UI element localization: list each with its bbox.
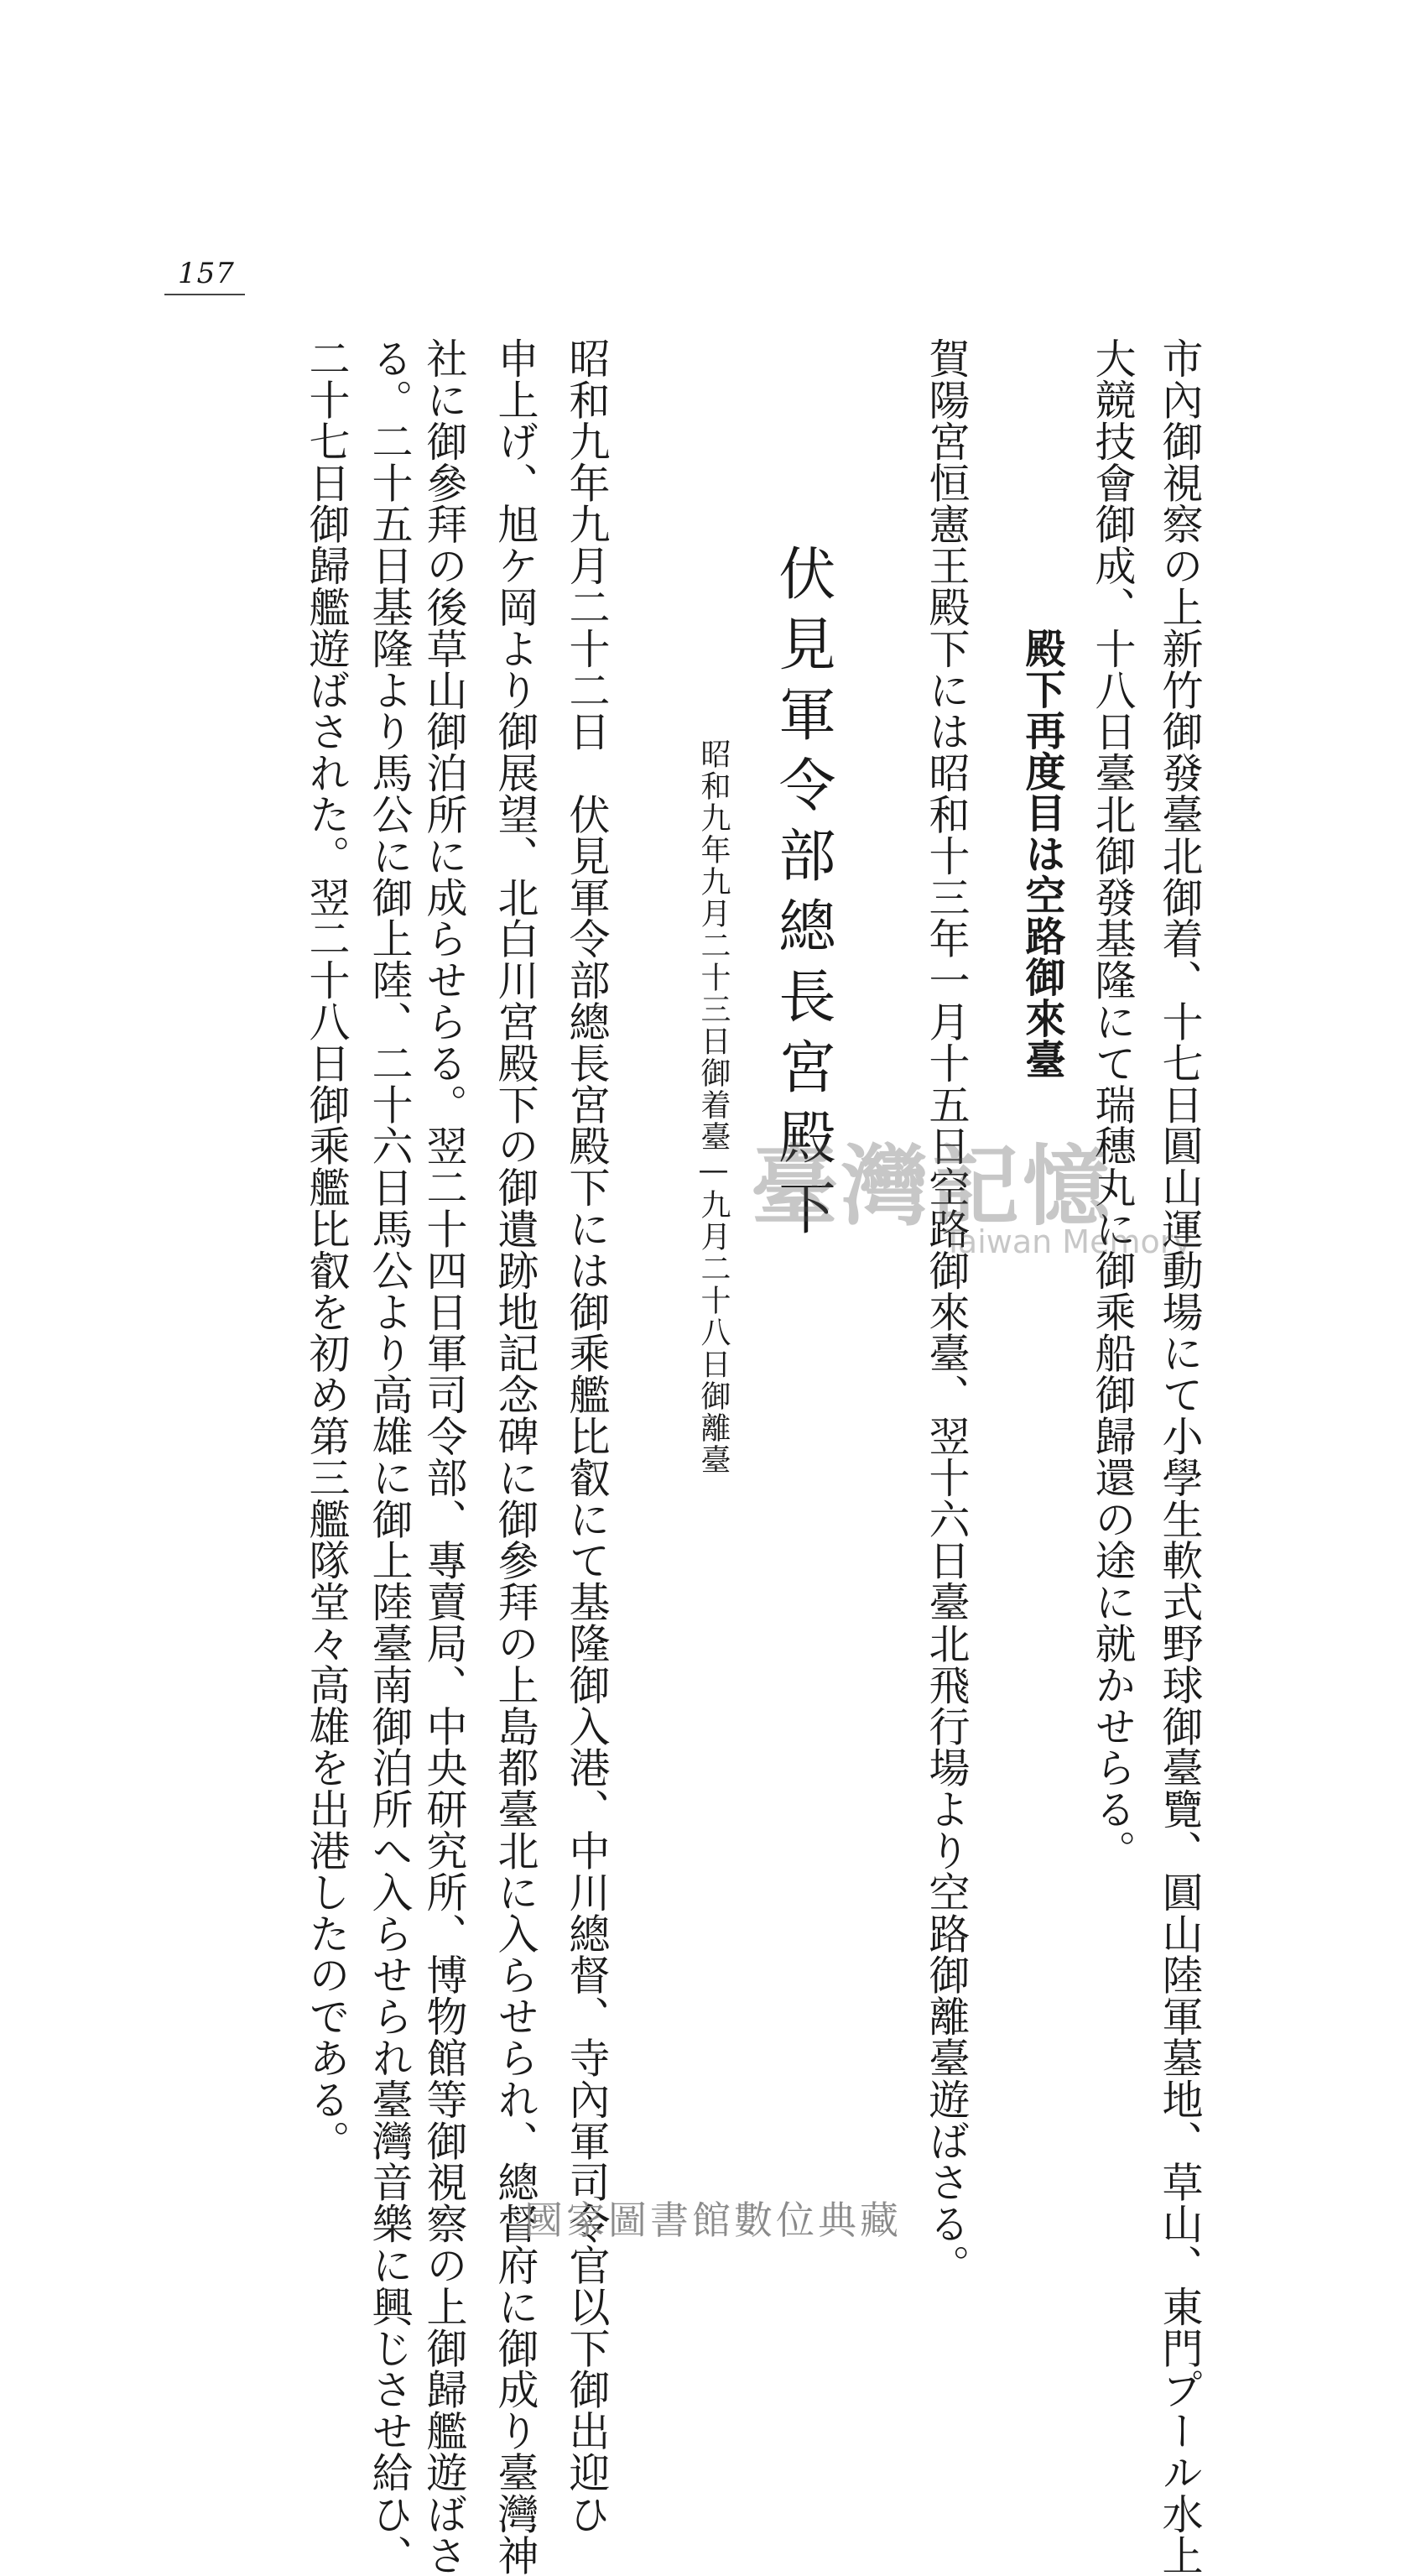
body-line: 二十七日御歸艦遊ばされた。翌二十八日御乘艦比叡を初め第三艦隊堂々高雄を出港したのである。 — [303, 337, 351, 2161]
footer-credit: 國家圖書館數位典藏 — [524, 2198, 902, 2243]
chapter-title: 伏見軍令部總長宮殿下 — [769, 544, 835, 1249]
section-heading: 殿下再度目は空路御來臺 — [1018, 628, 1065, 1080]
body-line: 申上げ、旭ケ岡より御展望、北白川宮殿下の御遺跡地記念碑に御參拜の上島都臺北に入らせられ、總督府に御成り臺灣神 — [492, 337, 539, 2576]
body-line: 社に御參拜の後草山御泊所に成らせらる。翌二十四日軍司令部、專賣局、中央研究所、博物館等御視察の上御歸艦遊ばさ — [420, 337, 468, 2576]
watermark-latin: Taiwan Memory — [944, 1223, 1192, 1260]
page-number-rule — [164, 294, 245, 295]
watermark-cjk: 臺灣記憶 — [751, 1134, 1114, 1238]
body-line: る。二十五日基隆より馬公に御上陸、二十六日馬公より高雄に御上陸臺南御泊所へ入らせられ臺灣音樂に興じさせ給ひ、 — [366, 337, 414, 2576]
body-line: 市內御視察の上新竹御發臺北御着、十七日圓山運動場にて小學生軟式野球御臺覽、圓山陸軍墓地、草山、東門プール水上 — [1156, 337, 1204, 2576]
date-line: 昭和九年九月二十三日御着臺—九月二十八日御離臺 — [696, 738, 731, 1476]
body-line: 昭和九年九月二十二日 伏見軍令部總長宮殿下には御乘艦比叡にて基隆御入港、中川總督、寺內軍司令官以下御出迎ひ — [563, 337, 611, 2535]
body-line: 賀陽宮恒憲王殿下には昭和十三年一月十五日空路御來臺、翌十六日臺北飛行場より空路御離臺遊ばさる。 — [923, 337, 971, 2286]
body-line: 大競技會御成、十八日臺北御發基隆にて瑞穗丸に御乘船御歸還の途に就かせらる。 — [1089, 337, 1137, 1871]
page-number: 157 — [178, 257, 235, 290]
